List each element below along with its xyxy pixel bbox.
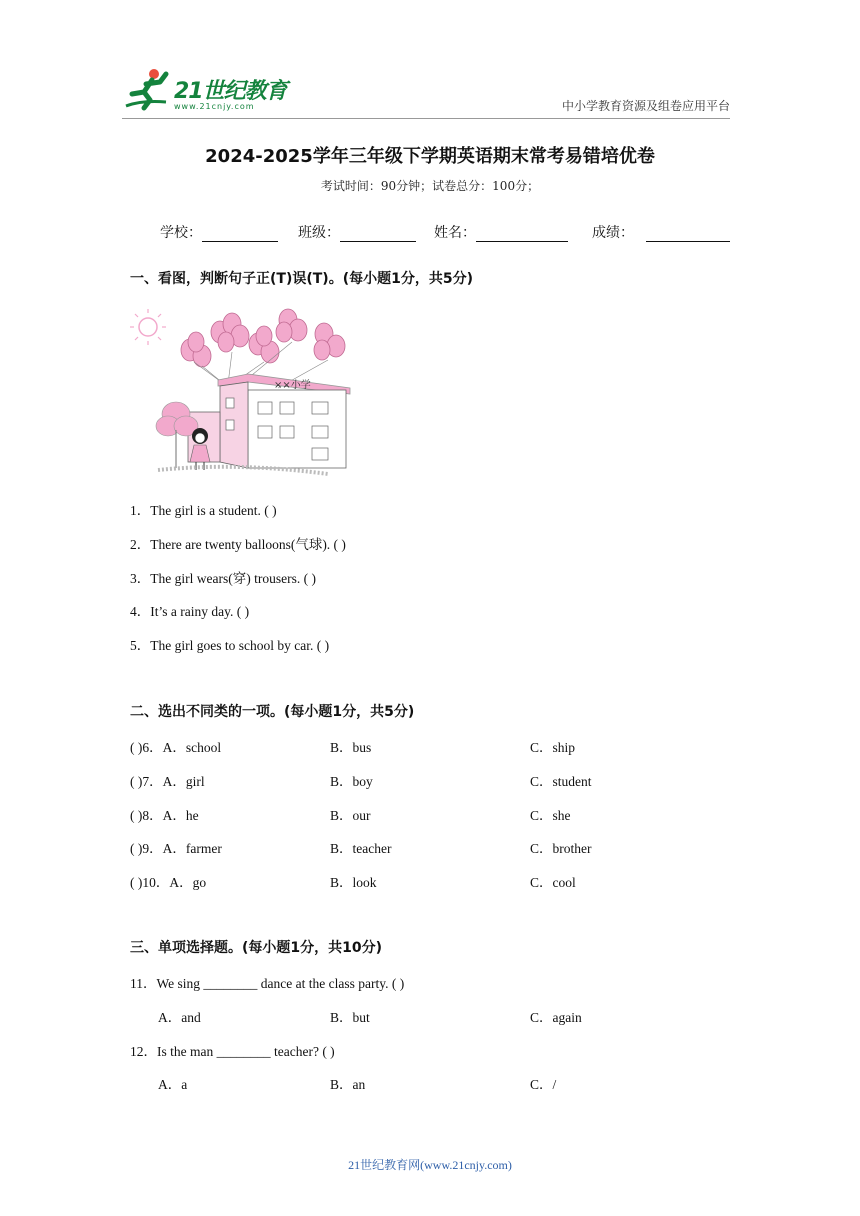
q8-option-c: C．she [530,808,571,823]
section2-heading: 二、选出不同类的一项。(每小题1分，共5分) [130,704,415,720]
q12-option-c: C．/ [530,1077,557,1092]
q7-option-a: ( )7．A．girl [130,774,205,789]
school-label: 学校： [160,225,202,241]
question-12: 12．Is the man ________ teacher? ( ) [130,1044,335,1059]
logo-text: 21世纪教育 [174,79,287,104]
q6-option-a: ( )6．A．school [130,740,222,755]
sun-icon [130,309,166,345]
school-field [160,222,278,242]
q10-option-b: B．look [330,875,377,890]
score-blank[interactable] [646,227,730,242]
section3-heading: 三、单项选择题。(每小题1分，共10分) [130,940,383,956]
q12-option-b: B．an [330,1077,366,1092]
question-1: 1．The girl is a student. ( ) [130,503,277,518]
exam-info: 考试时间：90分钟；试卷总分：100分； [320,179,540,193]
class-label: 班级： [298,225,340,241]
class-blank[interactable] [340,227,416,242]
name-label: 姓名： [434,225,476,241]
q6-option-c: C．ship [530,740,576,755]
school-balloons-illustration [128,302,356,478]
q10-option-a: ( )10．A．go [130,875,207,890]
score-label: 成绩： [592,225,634,241]
school-sign: ××小学 [274,380,311,391]
question-11: 11．We sing ________ dance at the class party. ( ) [130,976,405,991]
q6-option-b: B．bus [330,740,372,755]
runner-logo-icon [122,66,172,112]
school-blank[interactable] [202,227,278,242]
logo [122,66,292,116]
q8-option-a: ( )8．A．he [130,808,199,823]
q8-option-b: B．our [330,808,371,823]
name-blank[interactable] [476,227,568,242]
q11-option-c: C．again [530,1010,582,1025]
page-footer: 21世纪教育网(www.21cnjy.com) [348,1158,512,1172]
question-2: 2．There are twenty balloons(气球). ( ) [130,537,346,552]
header-divider [122,118,730,119]
section1-heading: 一、看图，判断句子正(T)误(T)。(每小题1分，共5分) [130,271,473,287]
name-field [434,222,568,242]
q7-option-c: C．student [530,774,592,789]
score-field [592,222,730,242]
q7-option-b: B．boy [330,774,373,789]
q12-option-a: A．a [158,1077,188,1092]
question-4: 4．It’s a rainy day. ( ) [130,604,250,619]
q9-option-b: B．teacher [330,841,392,856]
question-3: 3．The girl wears(穿) trousers. ( ) [130,571,316,586]
school-building-icon [188,374,350,468]
q9-option-a: ( )9．A．farmer [130,841,222,856]
q11-option-b: B．but [330,1010,370,1025]
girl-icon [190,428,210,470]
logo-url: www.21cnjy.com [174,102,255,111]
header-platform-text: 中小学教育资源及组卷应用平台 [561,99,730,113]
q11-option-a: A．and [158,1010,201,1025]
q9-option-c: C．brother [530,841,592,856]
balloons-icon [181,309,345,367]
class-field [298,222,416,242]
question-5: 5．The girl goes to school by car. ( ) [130,638,330,653]
tree-icon [156,402,198,436]
q10-option-c: C．cool [530,875,576,890]
page-title: 2024-2025学年三年级下学期英语期末常考易错培优卷 [205,146,655,167]
